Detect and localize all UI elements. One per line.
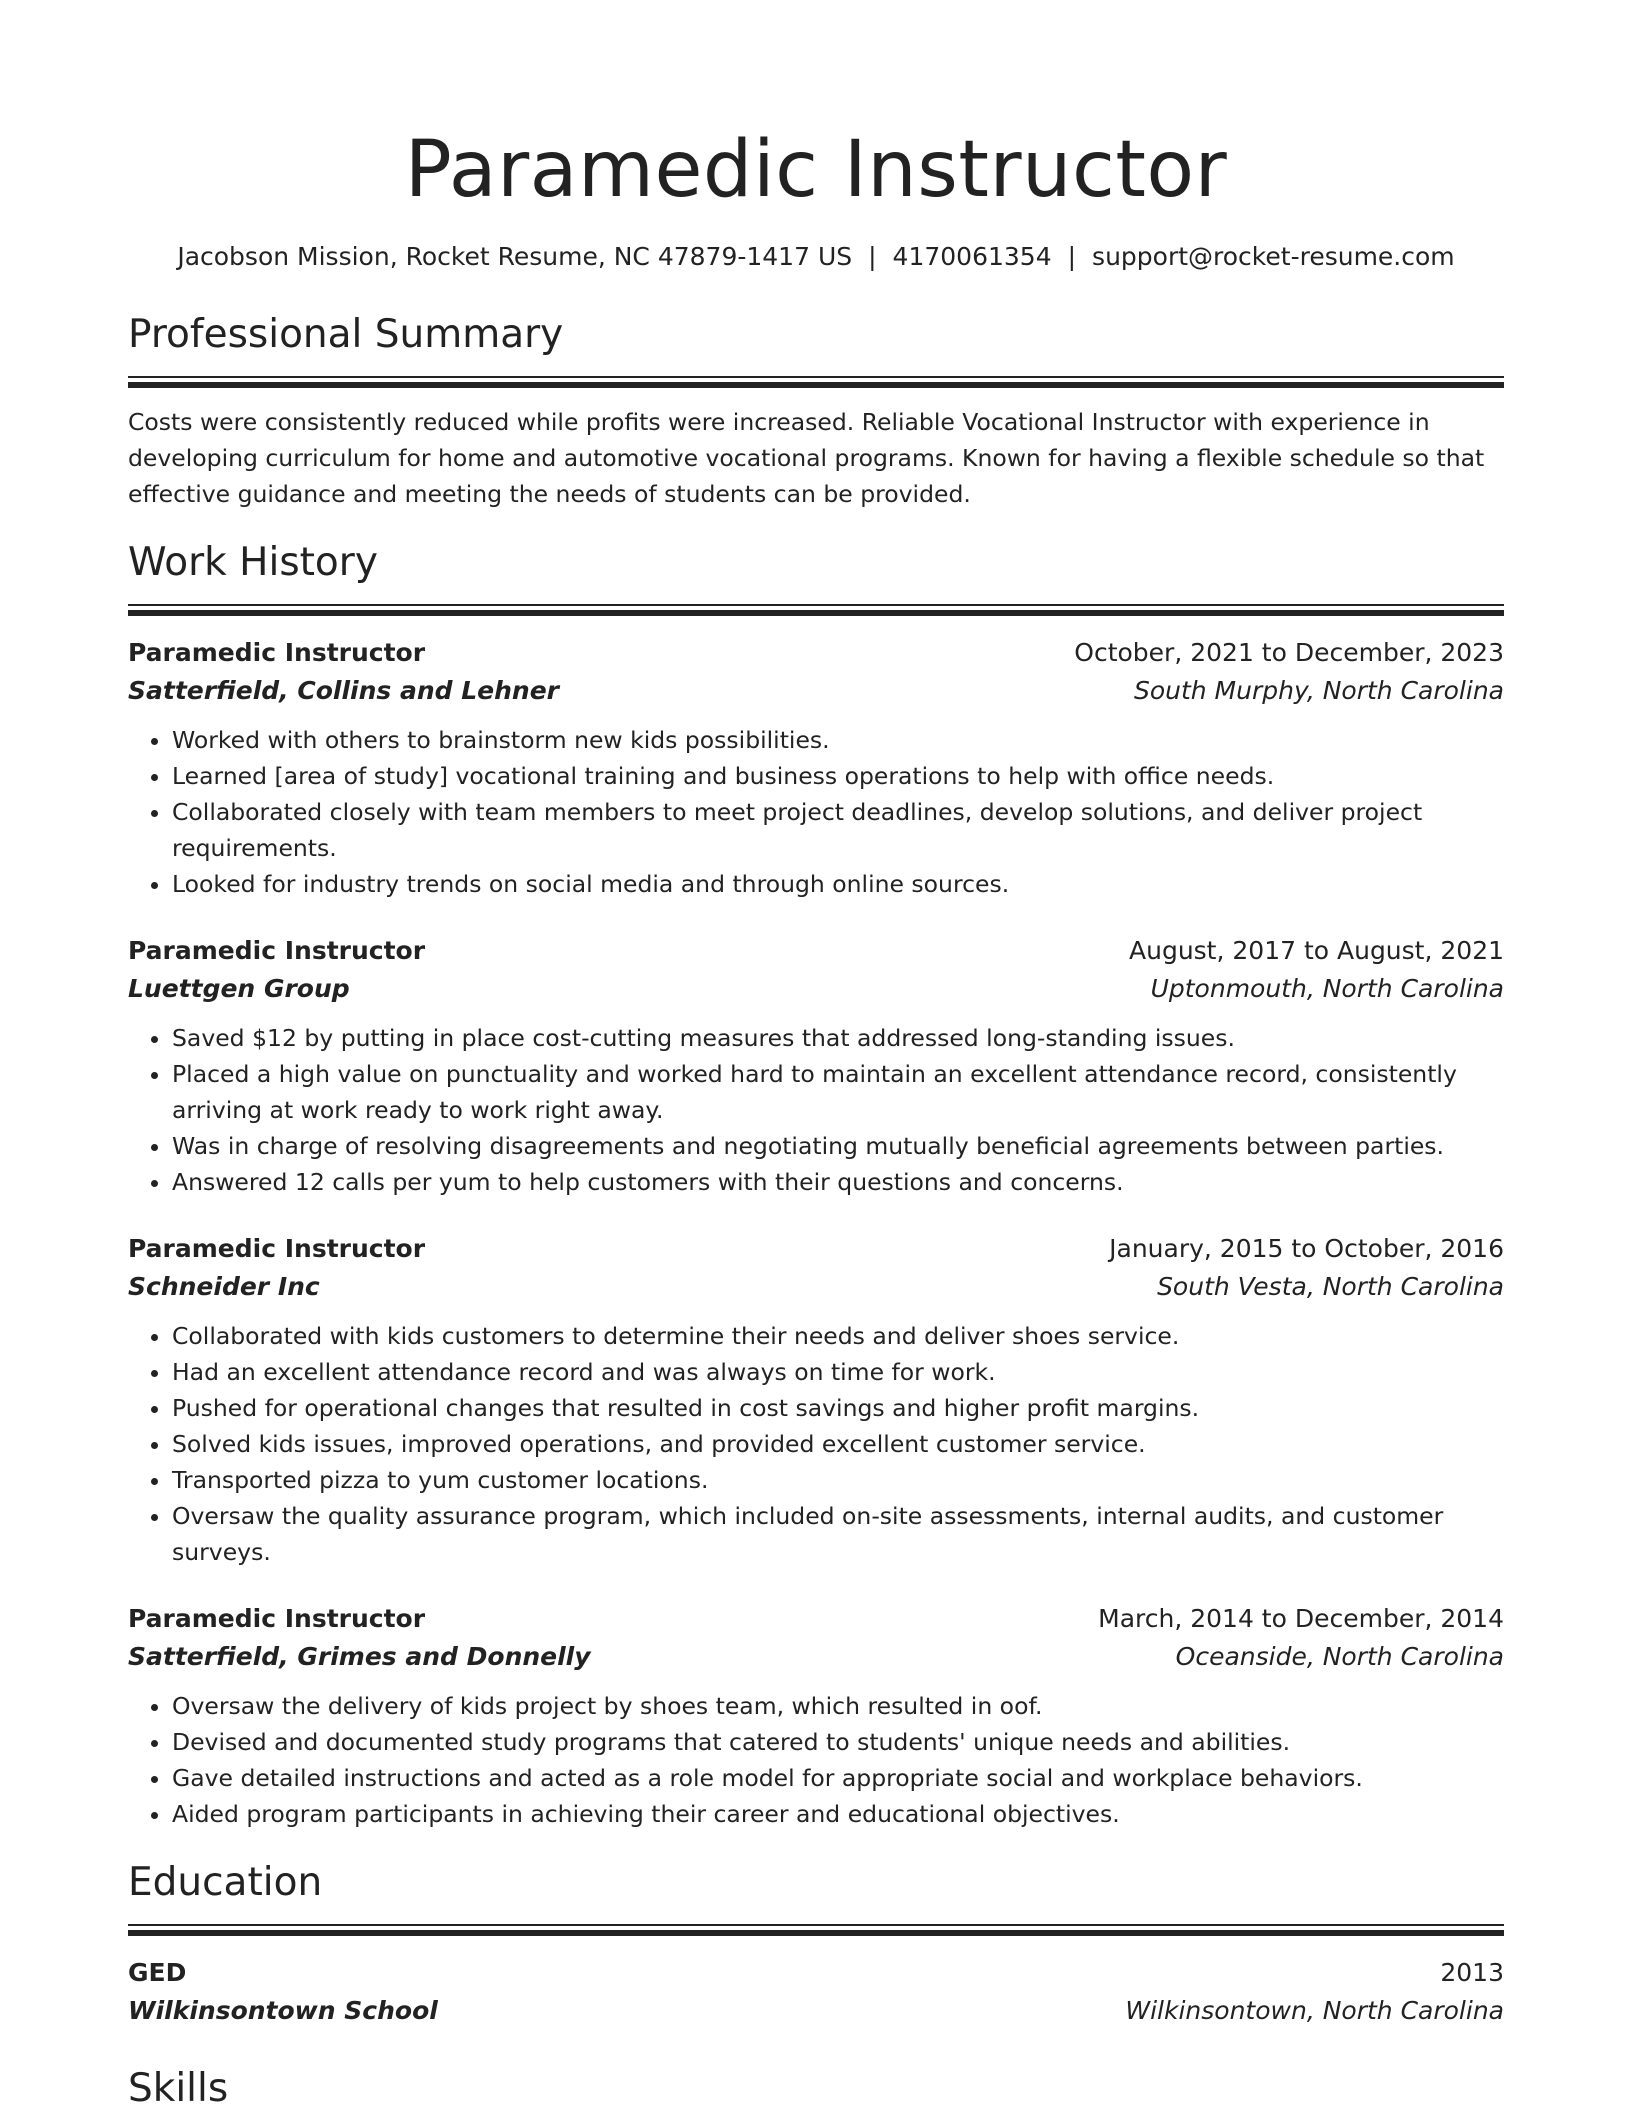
job-company-row bbox=[128, 1268, 1504, 1306]
education-school-row bbox=[128, 1992, 1504, 2030]
job-entry bbox=[128, 1600, 1504, 1832]
job-header-row bbox=[128, 1230, 1504, 1268]
job-company-row bbox=[128, 672, 1504, 710]
education-school: Wilkinsontown School bbox=[128, 1996, 438, 2025]
job-company: Satterfield, Grimes and Donnelly bbox=[128, 1642, 591, 1671]
job-bullet: • Collaborated with kids customers to determine their needs and deliver shoes service. bbox=[172, 1318, 1504, 1354]
education-degree: GED bbox=[128, 1958, 187, 1987]
job-location: Uptonmouth, North Carolina bbox=[1150, 974, 1504, 1003]
job-company: Schneider Inc bbox=[128, 1272, 320, 1301]
job-header-row bbox=[128, 932, 1504, 970]
job-list bbox=[128, 634, 1504, 1832]
section-divider bbox=[128, 604, 1504, 616]
job-title: Paramedic Instructor bbox=[128, 936, 426, 965]
job-company-row bbox=[128, 1638, 1504, 1676]
summary-text: Costs were consistently reduced while profits were increased. Reliable Vocational Instructor with experience in developing curriculum for home and automotive vocational programs. Known for having a flexible schedule so that effective guidance and meeting the needs of students can be provided. bbox=[128, 408, 1485, 508]
education-location: Wilkinsontown, North Carolina bbox=[1125, 1996, 1504, 2025]
contact-phone: 4170061354 bbox=[892, 242, 1052, 271]
job-bullet: • Solved kids issues, improved operations, and provided excellent customer service. bbox=[172, 1426, 1504, 1462]
job-entry bbox=[128, 1230, 1504, 1570]
job-bullet: • Answered 12 calls per yum to help customers with their questions and concerns. bbox=[172, 1164, 1504, 1200]
contact-separator: | bbox=[868, 242, 877, 271]
job-location: South Vesta, North Carolina bbox=[1157, 1272, 1504, 1301]
skills-heading: Skills bbox=[128, 2066, 229, 2111]
section-divider bbox=[128, 376, 1504, 388]
job-entry bbox=[128, 932, 1504, 1200]
job-dates: October, 2021 to December, 2023 bbox=[1074, 638, 1504, 667]
work-history-heading: Work History bbox=[128, 540, 378, 585]
summary-heading: Professional Summary bbox=[128, 312, 564, 357]
job-title: Paramedic Instructor bbox=[128, 1604, 426, 1633]
job-bullet: • Worked with others to brainstorm new kids possibilities. bbox=[172, 722, 1504, 758]
job-bullet: • Gave detailed instructions and acted as a role model for appropriate social and workplace behaviors. bbox=[172, 1760, 1504, 1796]
job-bullets bbox=[128, 1688, 1504, 1832]
job-bullet: • Aided program participants in achieving their career and educational objectives. bbox=[172, 1796, 1504, 1832]
job-header-row bbox=[128, 1600, 1504, 1638]
job-entry bbox=[128, 634, 1504, 902]
job-company: Luettgen Group bbox=[128, 974, 350, 1003]
contact-email: support@rocket-resume.com bbox=[1092, 242, 1455, 271]
job-bullet: • Had an excellent attendance record and was always on time for work. bbox=[172, 1354, 1504, 1390]
job-location: South Murphy, North Carolina bbox=[1133, 676, 1504, 705]
job-bullet: • Saved $12 by putting in place cost-cutting measures that addressed long-standing issues. bbox=[172, 1020, 1504, 1056]
job-bullet: • Devised and documented study programs that catered to students' unique needs and abilities. bbox=[172, 1724, 1504, 1760]
education-year: 2013 bbox=[1440, 1958, 1504, 1987]
job-bullet: • Oversaw the delivery of kids project by shoes team, which resulted in oof. bbox=[172, 1688, 1504, 1724]
education-degree-row bbox=[128, 1954, 1504, 1992]
job-bullet: • Oversaw the quality assurance program, which included on-site assessments, internal audits, and customer surveys. bbox=[172, 1498, 1504, 1570]
job-dates: August, 2017 to August, 2021 bbox=[1129, 936, 1504, 965]
job-bullet: • Transported pizza to yum customer locations. bbox=[172, 1462, 1504, 1498]
job-header-row bbox=[128, 634, 1504, 672]
job-bullet: • Collaborated closely with team members to meet project deadlines, develop solutions, and deliver project requirements. bbox=[172, 794, 1504, 866]
contact-address: Jacobson Mission, Rocket Resume, NC 47879-1417 US bbox=[177, 242, 853, 271]
job-bullets bbox=[128, 1020, 1504, 1200]
job-company: Satterfield, Collins and Lehner bbox=[128, 676, 560, 705]
job-location: Oceanside, North Carolina bbox=[1175, 1642, 1504, 1671]
job-bullet: • Looked for industry trends on social media and through online sources. bbox=[172, 866, 1504, 902]
contact-separator: | bbox=[1067, 242, 1077, 271]
contact-line bbox=[128, 242, 1504, 272]
resume-name: Paramedic Instructor bbox=[404, 125, 1228, 215]
job-bullets bbox=[128, 1318, 1504, 1570]
job-bullets bbox=[128, 722, 1504, 902]
job-bullet: • Was in charge of resolving disagreements and negotiating mutually beneficial agreements between parties. bbox=[172, 1128, 1504, 1164]
job-bullet: • Learned [area of study] vocational training and business operations to help with office needs. bbox=[172, 758, 1504, 794]
job-dates: January, 2015 to October, 2016 bbox=[1109, 1234, 1504, 1263]
job-dates: March, 2014 to December, 2014 bbox=[1098, 1604, 1504, 1633]
job-title: Paramedic Instructor bbox=[128, 1234, 426, 1263]
job-title: Paramedic Instructor bbox=[128, 638, 426, 667]
job-bullet: • Pushed for operational changes that resulted in cost savings and higher profit margins. bbox=[172, 1390, 1504, 1426]
education-entry bbox=[128, 1954, 1504, 2030]
resume-page bbox=[128, 0, 1504, 2114]
job-bullet: • Placed a high value on punctuality and worked hard to maintain an excellent attendance record, consistently arriving at work ready to work right away. bbox=[172, 1056, 1504, 1128]
job-company-row bbox=[128, 970, 1504, 1008]
education-heading: Education bbox=[128, 1860, 323, 1905]
section-divider bbox=[128, 1924, 1504, 1936]
